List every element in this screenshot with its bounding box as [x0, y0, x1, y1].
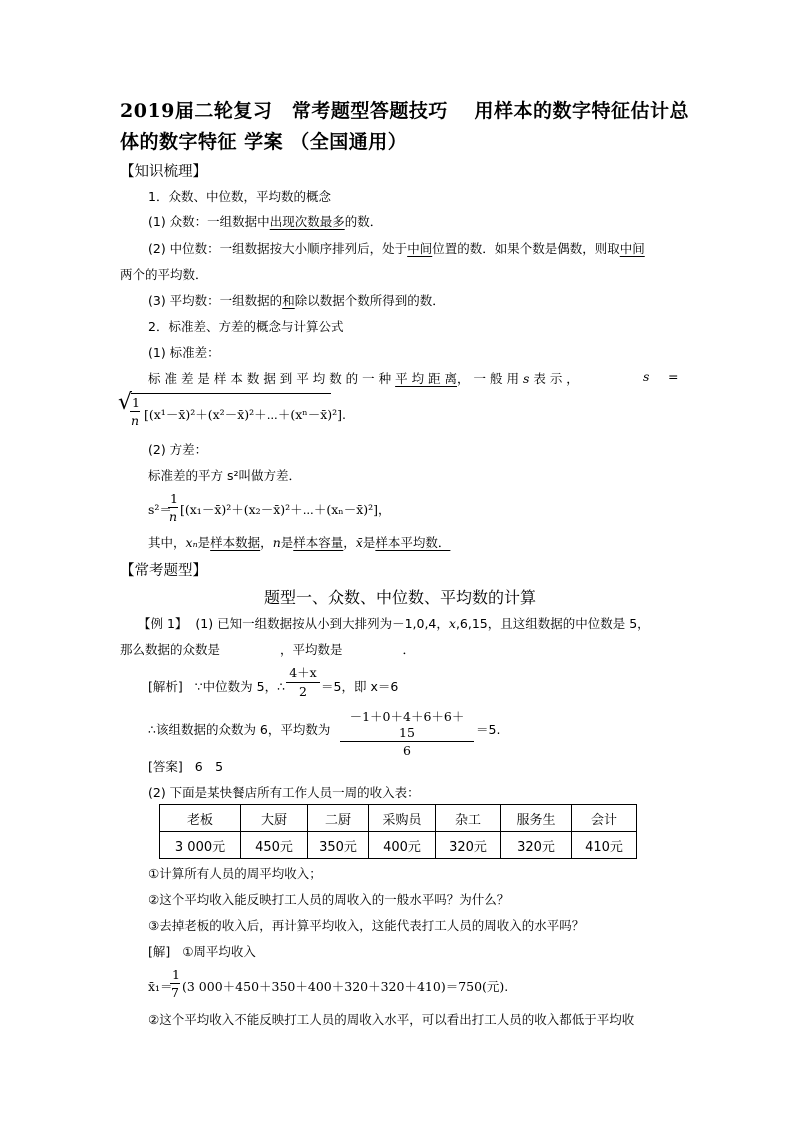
table-header-cell: 会计 — [572, 805, 637, 832]
table-cell: 320元 — [436, 832, 501, 859]
sd-formula: [(x¹－x̄)²＋(x²－x̄)²＋⋯＋(xⁿ－x̄)²]. — [144, 407, 347, 422]
mean-line: (3) 平均数：一组数据的和除以数据个数所得到的数． — [148, 293, 445, 308]
solution-formula: (3 000＋450＋350＋400＋320＋320＋410)＝750(元). — [182, 979, 509, 994]
variance-formula: [(x₁－x̄)²＋(x₂－x̄)²＋⋯＋(xₙ－x̄)²]， — [180, 502, 391, 517]
solution-fraction: $\frac{1}{7}$ — [171, 967, 180, 1000]
sqrt-sign: √ — [118, 390, 133, 415]
sd-fraction: $\frac{1}{n}$ — [130, 395, 140, 428]
analysis2-fraction: $\frac{-1+0+4+6+6+15}{6}$ — [340, 707, 474, 758]
sqrt-overbar — [131, 393, 331, 394]
type1-title: 题型一、众数、中位数、平均数的计算 — [264, 588, 537, 607]
doc-title-line2: 体的数字特征 学案 （全国通用） — [120, 131, 408, 153]
table-cell: 400元 — [369, 832, 436, 859]
median-line2: 两个的平均数． — [120, 267, 208, 282]
solution-line1: [解] ①周平均收入 — [148, 944, 256, 959]
example1-line2: 那么数据的众数是 ，平均数是 ． — [120, 642, 416, 657]
table-cell: 320元 — [501, 832, 572, 859]
sub-question-3: ③去掉老板的收入后，再计算平均收入，这能代表打工人员的周收入的水平吗？ — [148, 918, 585, 933]
table-header-cell: 二厨 — [308, 805, 369, 832]
k1-heading: 1．众数、中位数，平均数的概念 — [148, 189, 331, 204]
section-types: 【常考题型】 — [120, 563, 207, 579]
table-header-cell: 老板 — [160, 805, 241, 832]
analysis-fraction: $\frac{4+x}{2}$ — [286, 663, 320, 699]
sub-question-1: ①计算所有人员的周平均收入； — [148, 866, 322, 881]
example1-line1: 【例 1】 (1) 已知一组数据按从小到大排列为－1,0,4，x,6,15，且这组数据的中位数是 5， — [138, 616, 650, 631]
mode-line: (1) 众数：一组数据中出现次数最多的数． — [148, 214, 383, 229]
variance-text: 标准差的平方 s²叫做方差． — [148, 468, 301, 483]
table-header-cell: 杂工 — [436, 805, 501, 832]
variance-fraction: $\frac{1}{n}$ — [168, 491, 178, 524]
variance-label: (2) 方差： — [148, 442, 208, 457]
table-cell: 350元 — [308, 832, 369, 859]
analysis-line1: [解析] ∵中位数为 5，∴ ＝5，即 x＝6 — [148, 679, 399, 694]
k2-heading: 2．标准差、方差的概念与计算公式 — [148, 319, 344, 334]
sub-question-2: ②这个平均收入能反映打工人员的周收入的一般水平吗？为什么？ — [148, 892, 510, 907]
table-row — [160, 832, 637, 859]
table-header-row — [160, 805, 637, 832]
table-cell: 3 000元 — [160, 832, 241, 859]
solution-xbar: x̄₁＝ — [148, 979, 173, 994]
table-cell: 450元 — [241, 832, 308, 859]
table-header-cell: 服务生 — [501, 805, 572, 832]
section-knowledge: 【知识梳理】 — [120, 164, 207, 180]
median-line: (2) 中位数：一组数据按大小顺序排列后，处于中间位置的数．如果个数是偶数，则取中间 — [148, 241, 645, 256]
answer-line: [答案] 6 5 — [148, 759, 224, 774]
table-cell: 410元 — [572, 832, 637, 859]
solution-line3: ②这个平均收入不能反映打工人员的周收入水平，可以看出打工人员的收入都低于平均收 — [148, 1012, 635, 1027]
income-table — [159, 804, 637, 859]
variance-formula-left: s²＝ — [148, 502, 172, 517]
analysis2-result: ＝5. — [476, 722, 501, 737]
doc-title-line1: 2019届二轮复习 常考题型答题技巧 用样本的数字特征估计总 — [120, 100, 689, 122]
q2-text: (2) 下面是某快餐店所有工作人员一周的收入表： — [148, 785, 420, 800]
where-line: 其中，xₙ是样本数据，n是样本容量，x̄是样本平均数． — [148, 535, 451, 550]
sd-definition: 标 准 差 是 样 本 数 据 到 平 均 数 的 一 种 平 均 距 离， 一 般 用 s 表 示 ， s = — [148, 369, 679, 386]
analysis-line2: ∴该组数据的众数为 6，平均数为 — [148, 722, 331, 737]
table-header-cell: 采购员 — [369, 805, 436, 832]
sd-label: (1) 标准差： — [148, 345, 220, 360]
table-header-cell: 大厨 — [241, 805, 308, 832]
